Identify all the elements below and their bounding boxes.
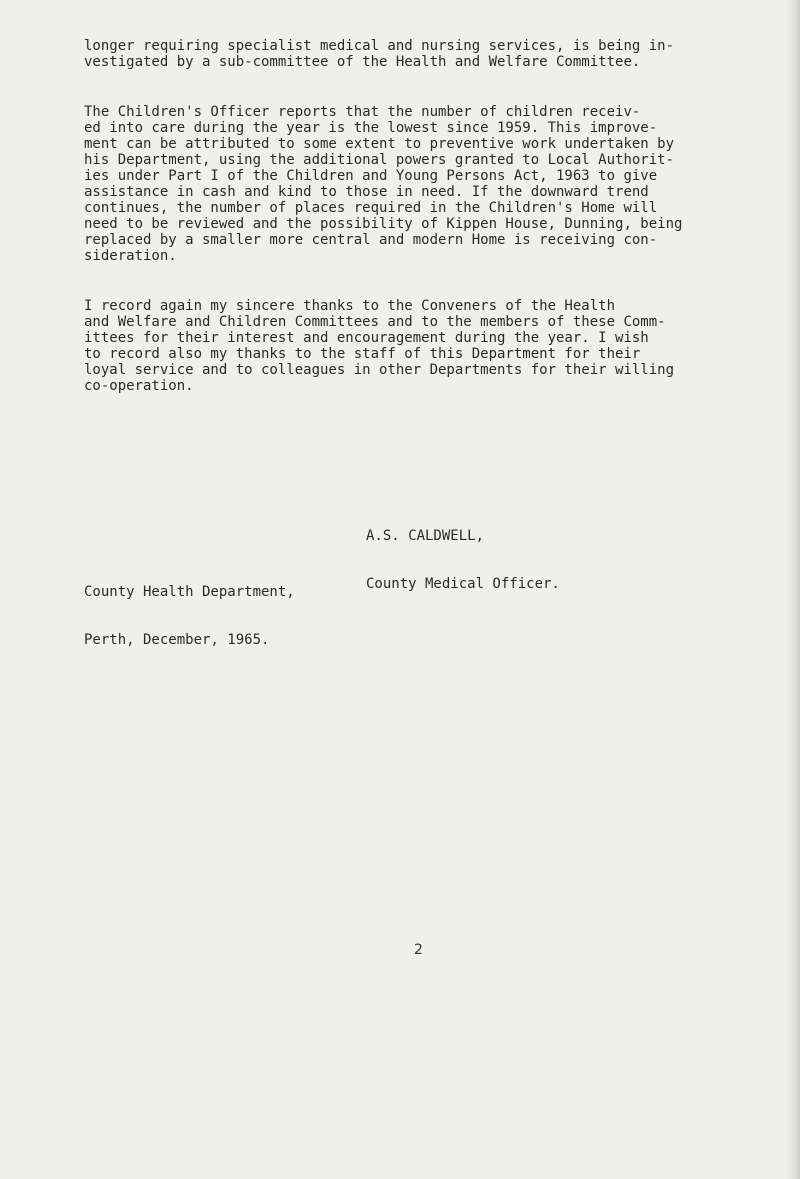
paragraph-thanks: I record again my sincere thanks to the Conveners of the Health and Welfare and Children Committees and to the members of these Comm- ittees for their interest and encouragement during the year. I wish to record also my thanks to the staff of this Department for their loyal service and to colleagues in other Departments for their willing co-operation. bbox=[84, 298, 675, 394]
page-edge-shadow bbox=[786, 0, 800, 1179]
paragraph-childrens-officer: The Children's Officer reports that the number of children receiv- ed into care during the year is the lowest since 1959. This improve- ment can be attributed to some extent to preventive work undertaken by his Department, using the additional powers granted to Local Authorit- ies under Part I of the Children and Young Persons Act, 1963 to give assistance in cash and kind to those in need. If the downward trend continues, the number of places required in the Children's Home will need to be reviewed and the possibility of Kippen House, Dunning, being replaced by a smaller more central and modern Home is receiving con- sideration. bbox=[84, 104, 683, 264]
address-block bbox=[84, 552, 295, 680]
signature-block bbox=[366, 496, 560, 624]
paragraph-continuation: longer requiring specialist medical and nursing services, is being in- vestigated by a sub-committee of the Health and Welfare Committee. bbox=[84, 38, 675, 70]
address-line-place-date: Perth, December, 1965. bbox=[84, 632, 270, 648]
page-number: 2 bbox=[414, 942, 423, 958]
signature-name: A.S. CALDWELL, bbox=[366, 528, 485, 544]
signature-title: County Medical Officer. bbox=[366, 576, 560, 592]
address-line-department: County Health Department, bbox=[84, 584, 295, 600]
